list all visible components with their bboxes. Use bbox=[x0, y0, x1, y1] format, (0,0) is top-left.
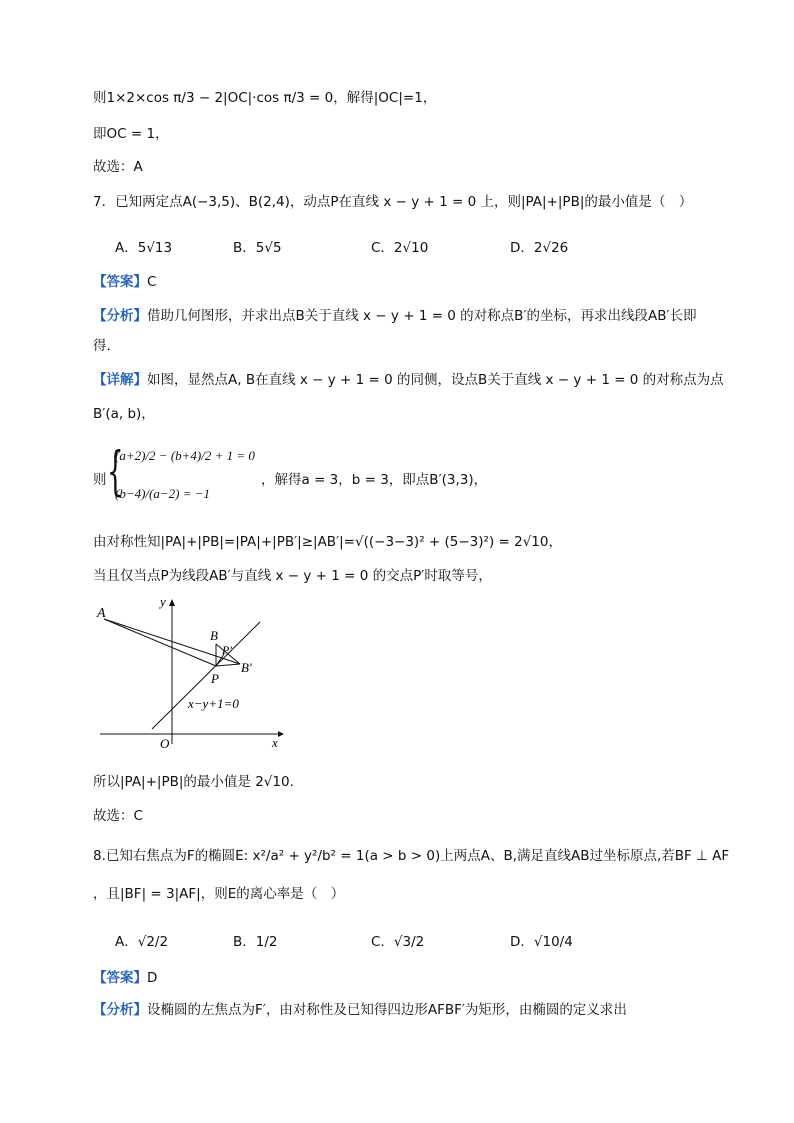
answer-value: C bbox=[147, 274, 157, 290]
q7-answer bbox=[93, 272, 156, 292]
label-x: x bbox=[272, 735, 278, 750]
question-7: 7．已知两定点A(−3,5)、B(2,4)，动点P在直线 x − y + 1 = 0 上，则|PA|+|PB|的最小值是（ ） bbox=[93, 194, 693, 210]
geometry-figure bbox=[92, 592, 292, 752]
y-axis-arrow-icon bbox=[169, 599, 175, 606]
q7-option-a: A．5√13 bbox=[115, 240, 173, 256]
line-x-y-1 bbox=[152, 622, 260, 729]
q8-option-c: C．√3/2 bbox=[371, 934, 425, 950]
label-p-prime: P′ bbox=[222, 643, 232, 657]
label-b: B bbox=[210, 628, 218, 643]
segment-pb-prime bbox=[216, 664, 240, 666]
q7-analysis-cont: 得. bbox=[93, 338, 111, 354]
choice-statement: 故选：A bbox=[93, 159, 143, 175]
label-y: y bbox=[160, 594, 166, 609]
q7-option-b: B．5√5 bbox=[233, 240, 282, 256]
q8-answer bbox=[93, 968, 157, 988]
segment-ap bbox=[104, 619, 216, 666]
label-origin: O bbox=[160, 736, 170, 751]
analysis-text: 借助几何图形，并求出点B关于直线 x − y + 1 = 0 的对称点B′的坐标，再求出线段AB′长即 bbox=[147, 308, 697, 324]
brace-icon: { bbox=[107, 442, 124, 502]
q7-option-d: D．2√26 bbox=[510, 240, 569, 256]
answer-value: D bbox=[147, 970, 158, 986]
system-row-1: (a+2)/2 − (b+4)/2 + 1 = 0 bbox=[115, 448, 255, 463]
q8-option-d: D．√10/4 bbox=[510, 934, 573, 950]
q8-option-b: B．1/2 bbox=[233, 934, 278, 950]
detail-tag: 【详解】 bbox=[93, 372, 147, 388]
analysis-text: 设椭圆的左焦点为F′，由对称性及已知得四边形AFBF′为矩形，由椭圆的定义求出 bbox=[147, 1002, 627, 1018]
solution-line-2: 即OC = 1， bbox=[93, 126, 169, 142]
label-line-equation: x−y+1=0 bbox=[188, 696, 239, 711]
q7-equality: 当且仅当点P为线段AB′与直线 x − y + 1 = 0 的交点P′时取等号， bbox=[93, 568, 492, 584]
answer-tag: 【答案】 bbox=[93, 274, 147, 290]
q7-analysis bbox=[93, 306, 697, 326]
question-8-cont: ，且|BF| = 3|AF|，则E的离心率是（ ） bbox=[93, 886, 345, 902]
q8-option-a: A．√2/2 bbox=[115, 934, 169, 950]
solution-line-1: 则1×2×cos π/3 − 2|OC|·cos π/3 = 0，解得|OC|=1， bbox=[93, 90, 437, 106]
q7-detail-point: B′(a, b)， bbox=[93, 406, 155, 422]
x-axis-arrow-icon bbox=[278, 731, 284, 737]
label-a: A bbox=[97, 606, 106, 621]
system-row-2: (b−4)/(a−2) = −1 bbox=[115, 486, 211, 501]
answer-tag: 【答案】 bbox=[93, 970, 147, 986]
question-8: 8.已知右焦点为F的椭圆E: x²/a² + y²/b² = 1(a > b > 0)上两点A、B,满足直线AB过坐标原点,若BF ⊥ AF bbox=[93, 848, 730, 864]
analysis-tag: 【分析】 bbox=[93, 308, 147, 324]
q7-choice: 故选：C bbox=[93, 808, 143, 824]
q7-option-c: C．2√10 bbox=[371, 240, 429, 256]
system-solution: ，解得a = 3，b = 3，即点B′(3,3)， bbox=[261, 472, 488, 488]
label-b-prime: B′ bbox=[241, 660, 252, 675]
label-p: P bbox=[211, 671, 219, 686]
q7-result: 所以|PA|+|PB|的最小值是 2√10. bbox=[93, 774, 294, 790]
analysis-tag: 【分析】 bbox=[93, 1002, 147, 1018]
q7-symmetry: 由对称性知|PA|+|PB|=|PA|+|PB′|≥|AB′|=√((−3−3)² + (5−3)²) = 2√10， bbox=[93, 534, 562, 550]
detail-text: 如图，显然点A, B在直线 x − y + 1 = 0 的同侧，设点B关于直线 x − y + 1 = 0 的对称点为点 bbox=[147, 372, 724, 388]
q7-detail bbox=[93, 370, 724, 390]
system-prefix: 则 bbox=[93, 472, 107, 488]
q8-analysis bbox=[93, 1000, 627, 1020]
